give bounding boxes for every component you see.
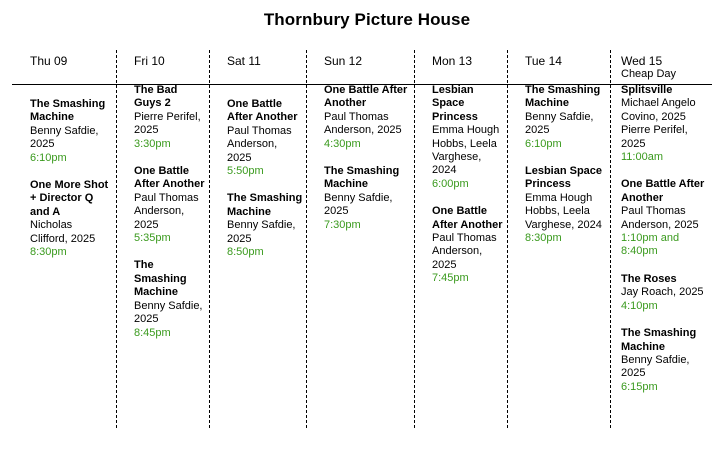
film-details: Paul Thomas Anderson, 2025	[621, 205, 699, 231]
film-title: One Battle After Another	[621, 178, 705, 204]
film-times: 1:10pm and 8:40pm	[621, 232, 680, 258]
column-divider	[610, 50, 611, 428]
film-times: 8:45pm	[134, 326, 171, 339]
film-listing	[324, 84, 410, 151]
film-details: Paul Thomas Anderson, 2025	[432, 232, 497, 271]
film-title: One Battle After Another	[324, 84, 408, 110]
column-divider	[116, 50, 117, 428]
film-title: The Smashing Machine	[227, 192, 303, 218]
film-times: 7:45pm	[432, 272, 469, 285]
day-header: Sat 11	[227, 54, 261, 68]
film-times: 8:30pm	[525, 232, 562, 245]
column-divider	[209, 50, 210, 428]
film-details: Benny Safdie, 2025	[134, 299, 203, 326]
film-listing	[227, 98, 303, 178]
film-listing	[621, 178, 707, 258]
film-times: 4:10pm	[621, 299, 658, 312]
film-listing	[525, 84, 605, 151]
film-details: Michael Angelo Covino, 2025 Pierre Perifel, 2025	[621, 97, 696, 150]
film-listing	[324, 165, 410, 232]
film-title: One Battle After Another	[134, 165, 205, 191]
day-column-sat	[227, 54, 303, 259]
film-details: Benny Safdie, 2025	[227, 219, 296, 245]
page-title: Thornbury Picture House	[263, 10, 471, 29]
film-times: 3:30pm	[134, 137, 171, 150]
day-header: Wed 15	[621, 54, 663, 68]
film-listing	[432, 84, 504, 191]
day-note: Cheap Day	[621, 68, 677, 80]
film-listing	[30, 98, 112, 165]
film-listing	[621, 84, 707, 164]
film-times: 4:30pm	[324, 137, 361, 150]
day-header: Mon 13	[432, 54, 473, 68]
film-times: 7:30pm	[324, 218, 361, 231]
film-title: One Battle After Another	[227, 98, 298, 124]
film-listing	[134, 84, 206, 151]
day-column-fri	[134, 54, 206, 339]
film-details: Jay Roach, 2025	[621, 286, 704, 299]
film-listing	[525, 165, 605, 245]
film-listing	[227, 192, 303, 259]
film-details: Emma Hough Hobbs, Leela Varghese, 2024	[432, 124, 500, 177]
film-details: Benny Safdie, 2025	[621, 353, 690, 380]
day-column-tue	[525, 54, 605, 245]
film-times: 8:50pm	[227, 246, 264, 259]
film-listing	[134, 165, 206, 245]
day-header: Thu 09	[30, 54, 68, 68]
film-listing	[30, 179, 112, 259]
film-details: Paul Thomas Anderson, 2025	[227, 124, 292, 164]
film-listing	[432, 205, 504, 285]
day-column-thu	[30, 54, 112, 259]
film-title: The Bad Guys 2	[134, 84, 178, 110]
film-details: Benny Safdie, 2025	[30, 124, 99, 151]
film-title: The Smashing Machine	[30, 98, 106, 124]
film-times: 6:10pm	[525, 137, 562, 150]
film-details: Nicholas Clifford, 2025	[30, 219, 96, 245]
film-title: Splitsville	[621, 84, 673, 96]
column-divider	[414, 50, 415, 428]
day-column-wed	[621, 54, 707, 393]
film-listing	[134, 259, 206, 339]
film-details: Paul Thomas Anderson, 2025	[134, 191, 199, 231]
film-times: 5:35pm	[134, 232, 171, 245]
film-details: Benny Safdie, 2025	[324, 191, 393, 218]
film-times: 8:30pm	[30, 246, 67, 259]
film-details: Emma Hough Hobbs, Leela Varghese, 2024	[525, 191, 602, 231]
film-listing	[621, 273, 707, 313]
column-divider	[306, 50, 307, 428]
film-title: Lesbian Space Princess	[432, 84, 478, 123]
day-column-mon	[432, 54, 504, 285]
film-details: Benny Safdie, 2025	[525, 110, 594, 137]
day-header: Tue 14	[525, 54, 562, 68]
film-times: 5:50pm	[227, 165, 264, 178]
film-details: Pierre Perifel, 2025	[134, 110, 201, 137]
column-divider	[507, 50, 508, 428]
day-header: Fri 10	[134, 54, 165, 68]
film-times: 6:00pm	[432, 177, 469, 190]
film-times: 6:15pm	[621, 380, 658, 393]
film-times: 11:00am	[621, 151, 663, 164]
film-title: The Smashing Machine	[134, 259, 187, 299]
film-title: The Smashing Machine	[621, 327, 697, 353]
film-title: The Smashing Machine	[525, 84, 601, 110]
film-title: One More Shot + Director Q and A	[30, 179, 109, 218]
film-listing	[621, 327, 707, 394]
day-column-sun	[324, 54, 410, 231]
film-details: Paul Thomas Anderson, 2025	[324, 110, 402, 137]
film-title: Lesbian Space Princess	[525, 165, 603, 191]
film-title: One Battle After Another	[432, 205, 503, 231]
film-times: 6:10pm	[30, 151, 67, 164]
film-title: The Roses	[621, 272, 677, 285]
day-header: Sun 12	[324, 54, 363, 68]
film-title: The Smashing Machine	[324, 165, 400, 191]
